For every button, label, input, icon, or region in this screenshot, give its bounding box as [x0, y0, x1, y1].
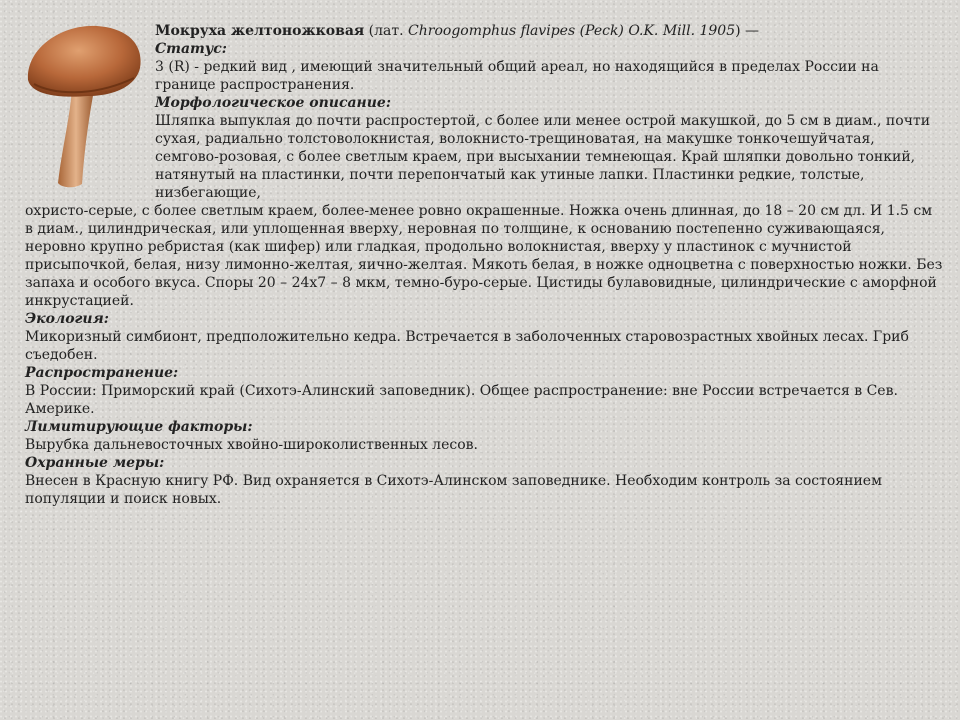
morphology-heading: Морфологическое описание: [155, 95, 392, 111]
species-title [155, 22, 943, 40]
protection-heading: Охранные меры: [25, 455, 165, 471]
ecology-heading: Экология: [25, 311, 109, 327]
limiting-factors-heading: Лимитирующие факторы: [25, 419, 253, 435]
status-text: 3 (R) - редкий вид , имеющий значительный общий ареал, но находящийся в пределах России на границе распространения. [155, 59, 879, 93]
protection-text: Внесен в Красную книгу РФ. Вид охраняется в Сихотэ-Алинском заповеднике. Необходим контроль за состоянием популяции и поиск новых. [25, 473, 882, 507]
latin-suffix: ) — [735, 23, 760, 39]
species-name: Мокруха желтоножковая [155, 23, 365, 39]
ecology-text: Микоризный симбионт, предположительно кедра. Встречается в заболоченных старовозрастных хвойных лесах. Гриб съедобен. [25, 329, 909, 363]
morphology-text-top: Шляпка выпуклая до почти распростертой, с более или менее острой макушкой, до 5 см в диам., почти сухая, радиально толстоволокнистая, волокнисто-трещиноватая, на макушке тонкочешуйчатая, семгово-розовая, с более светлым краем, при высыхании темнеющая. Край шляпки довольно тонкий, натянутый на пластинки, почти перепончатый как утиные лапки. Пластинки редкие, толстые, низбегающие, [155, 113, 931, 201]
distribution-heading: Распространение: [25, 365, 179, 381]
latin-prefix: (лат. [364, 23, 409, 39]
status-heading: Статус: [155, 41, 227, 57]
distribution-text: В России: Приморский край (Сихотэ-Алинский заповедник). Общее распространение: вне России встречается в Сев. Америке. [25, 383, 898, 417]
species-description [25, 22, 943, 508]
latin-name: Chroogomphus flavipes (Peck) O.K. Mill. 1905 [408, 23, 736, 39]
morphology-text-bottom: охристо-серые, с более светлым краем, более-менее ровно окрашенные. Ножка очень длинная, до 18 – 20 см дл. И 1.5 см в диам., цилиндрическая, или уплощенная вверху, неровная по толщине, к основанию постепенно суживающаяся, неровно крупно ребристая (как шифер) или гладкая, продольно волокнистая, вверху у пластинок с мучнистой присыпочкой, белая, низу лимонно-желтая, яично-желтая. Мякоть белая, в ножке одноцветна с поверхностью ножки. Без запаха и особого вкуса. Споры 20 – 24x7 – 8 мкм, темно-буро-серые. Цистиды булавовидные, цилиндрические с аморфной инкрустацией. [25, 203, 943, 309]
limiting-factors-text: Вырубка дальневосточных хвойно-широколиственных лесов. [25, 437, 478, 453]
